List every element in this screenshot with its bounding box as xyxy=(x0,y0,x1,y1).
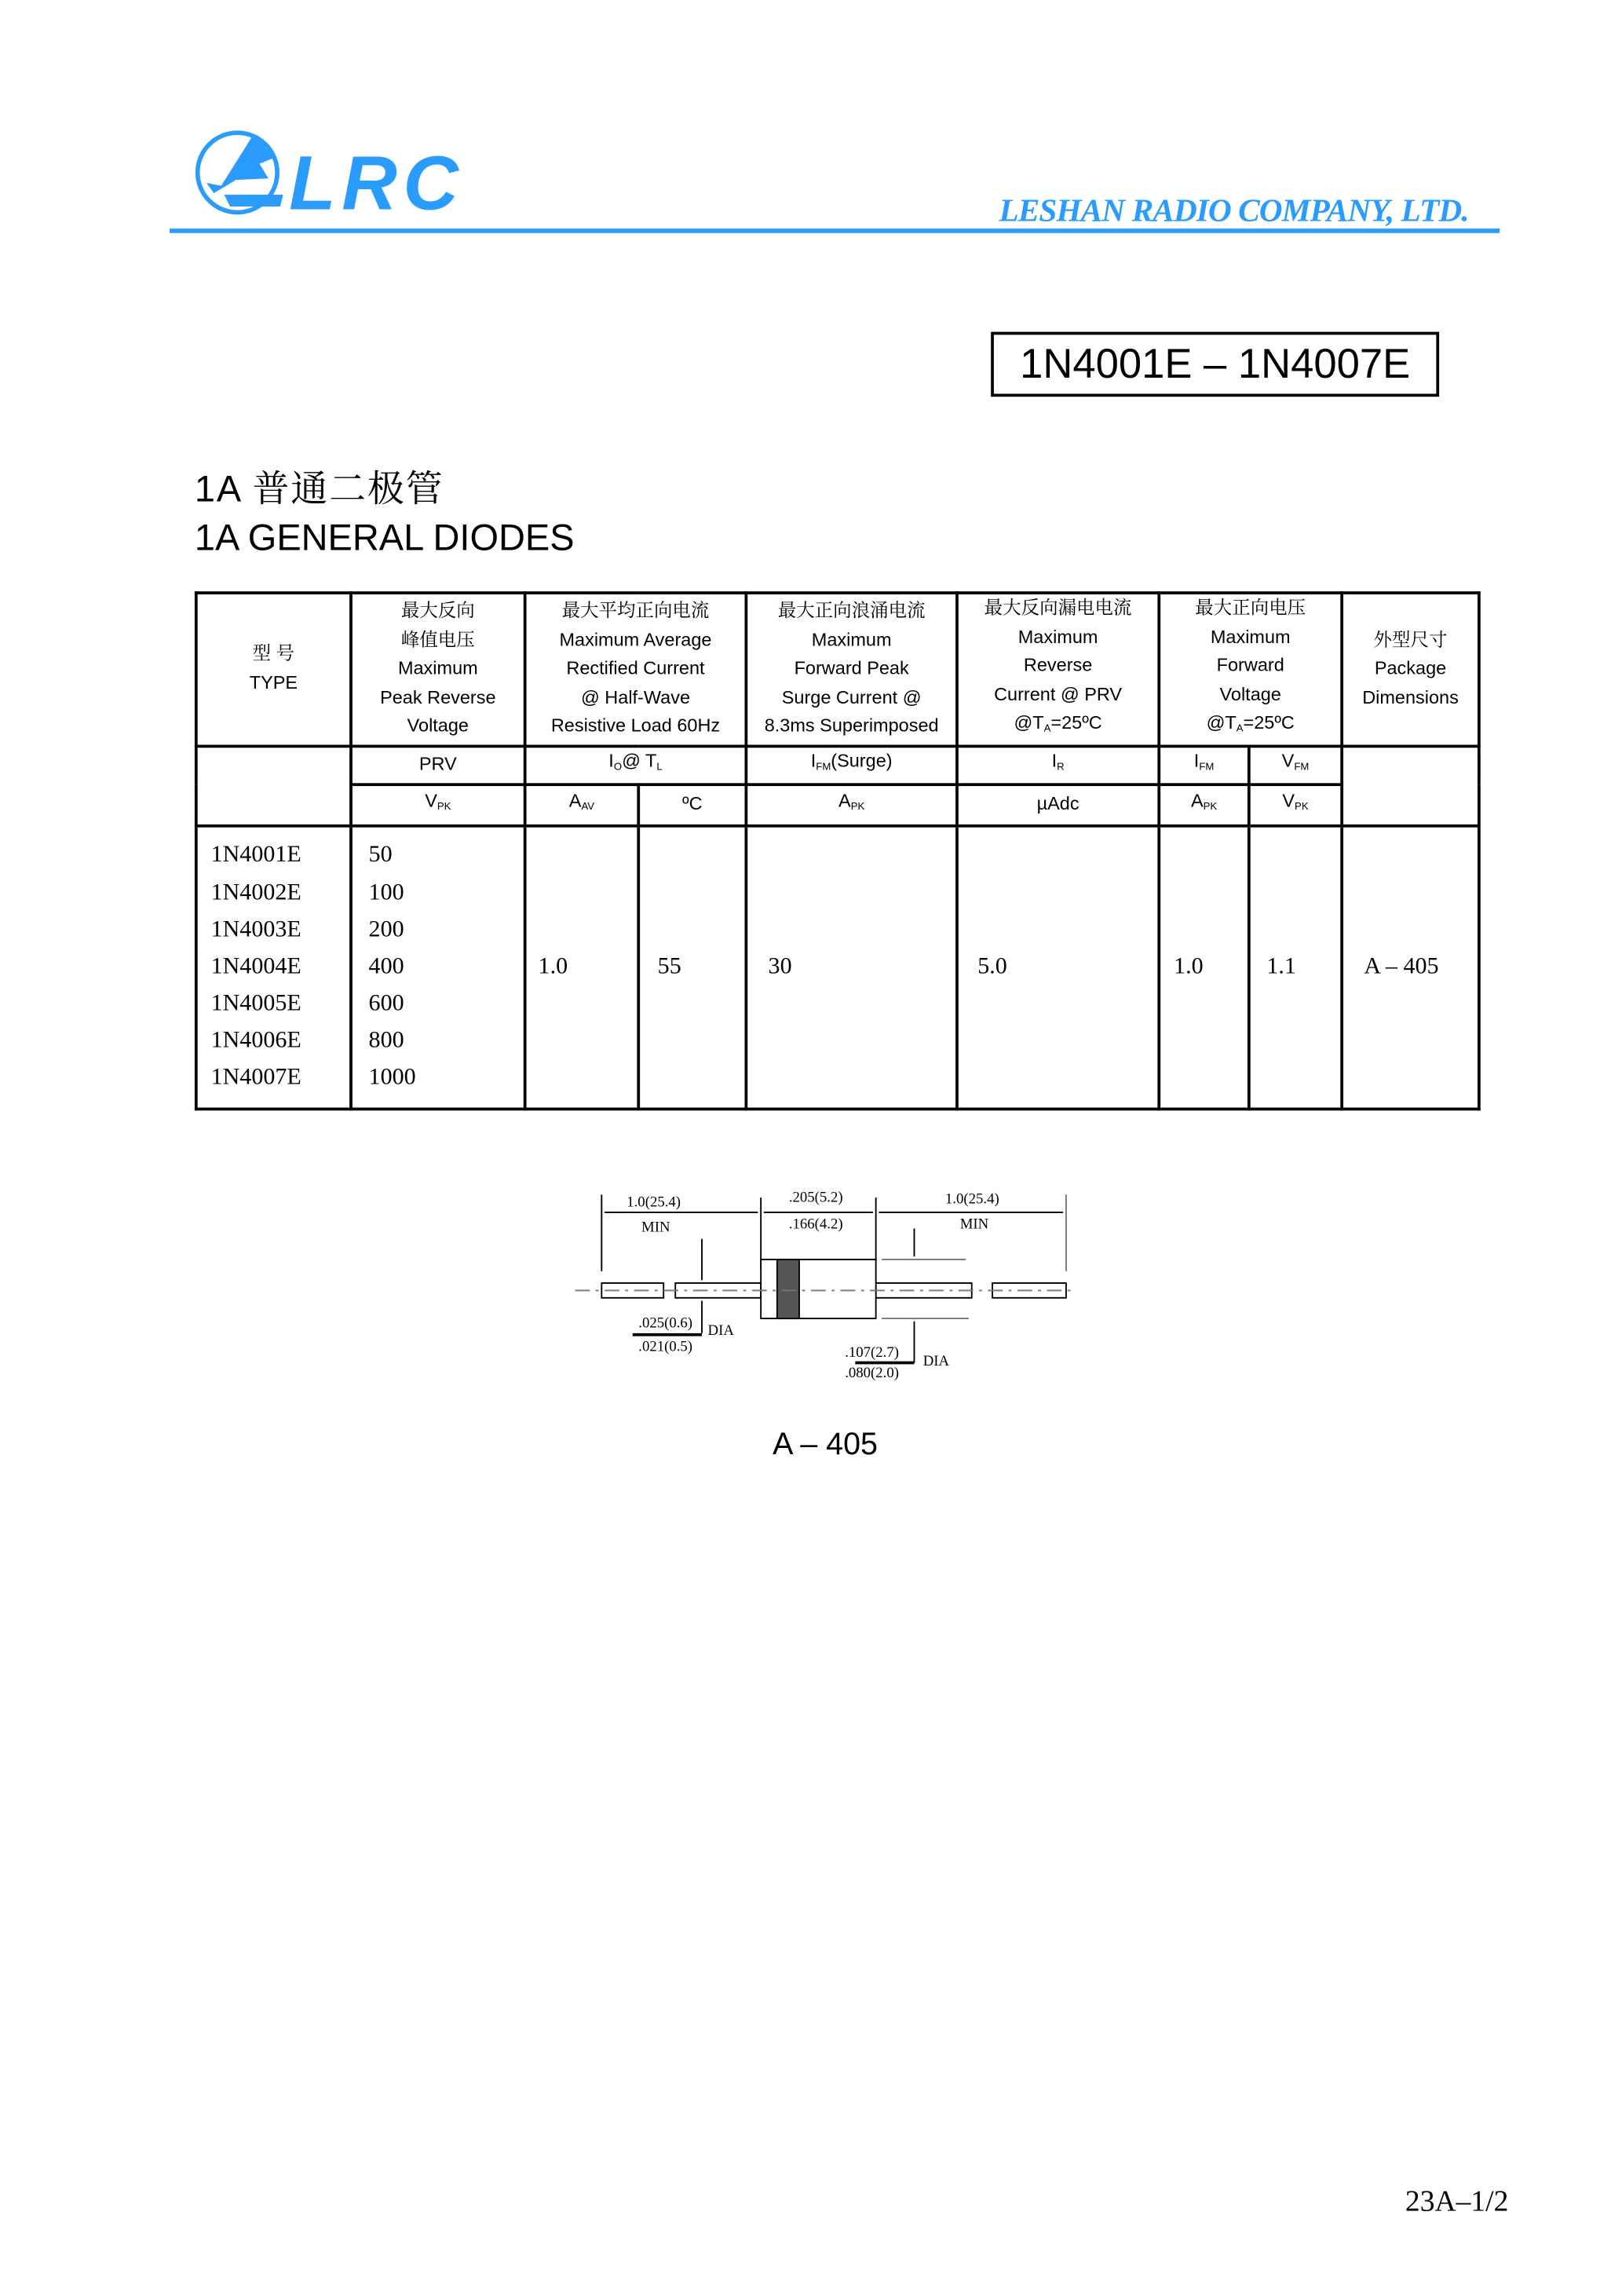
header-type: 型 号 TYPE xyxy=(196,593,351,745)
package-dimension-drawing xyxy=(568,1180,1083,1394)
header-row xyxy=(196,593,1479,745)
header-vfm: 最大正向电压 Maximum Forward Voltage $@T_A=25ºC$ xyxy=(1159,593,1342,745)
table-cell: $V_{FM}$ xyxy=(1249,745,1342,784)
dim-lead-length-right: 1.0(25.4) xyxy=(944,1190,999,1208)
svg-text:.080(2.0): .080(2.0) xyxy=(845,1365,900,1382)
dim-lead-length-left: 1.0(25.4) xyxy=(627,1194,681,1211)
svg-text:.166(4.2): .166(4.2) xyxy=(788,1216,843,1233)
title-chinese: 1A 普通二极管 xyxy=(194,469,444,510)
type-list: 1N4001E 1N4002E 1N4003E 1N4004E 1N4005E 1N4006E 1N4007E xyxy=(196,825,351,1109)
svg-text:.021(0.5): .021(0.5) xyxy=(638,1338,693,1355)
svg-text:.205(5.2): .205(5.2) xyxy=(788,1189,843,1206)
table-cell: $A_{PK}$ xyxy=(1159,784,1249,825)
title-english: 1A GENERAL DIODES xyxy=(194,517,575,559)
table-cell: $I_O@$ $T_L$ xyxy=(525,745,747,784)
tl-value: 55 xyxy=(638,825,746,1109)
ratings-table xyxy=(195,591,1481,1110)
header-package: 外型尺寸 Package Dimensions xyxy=(1342,593,1479,745)
table-cell: PRV xyxy=(351,745,525,784)
table-cell: $A_{AV}$ xyxy=(525,784,639,825)
svg-text:.107(2.7): .107(2.7) xyxy=(845,1344,900,1361)
table-cell: $V_{PK}$ xyxy=(1249,784,1342,825)
header-io: 最大平均正向电流 Maximum Average Rectified Current @ Half-Wave Resistive Load 60Hz xyxy=(525,593,747,745)
header-prv: 最大反向 峰值电压 Maximum Peak Reverse Voltage xyxy=(351,593,525,745)
svg-text:DIA: DIA xyxy=(922,1353,950,1370)
prv-list: 50 100 200 400 600 800 1000 xyxy=(351,825,525,1109)
package-label: A – 405 xyxy=(773,1428,878,1462)
svg-text:LRC: LRC xyxy=(289,140,465,218)
table-cell xyxy=(196,745,351,824)
svg-text:.025(0.6): .025(0.6) xyxy=(638,1314,693,1332)
ir-value: 5.0 xyxy=(957,825,1159,1109)
data-row xyxy=(196,825,1479,1109)
svg-text:MIN: MIN xyxy=(959,1216,989,1233)
header-rule xyxy=(170,229,1500,233)
ifm-value: 1.0 xyxy=(1159,825,1249,1109)
lrc-logo xyxy=(195,127,475,218)
header-ir: 最大反向漏电电流 Maximum Reverse Current @ PRV $@T_A=25ºC$ xyxy=(957,593,1159,745)
page-number: 23A–1/2 xyxy=(1405,2185,1509,2218)
table-cell: $I_R$ xyxy=(957,745,1159,784)
symbol-row xyxy=(196,745,1479,784)
table-cell: $I_{FM}$ xyxy=(1159,745,1249,784)
io-value: 1.0 xyxy=(525,825,639,1109)
company-name: LESHAN RADIO COMPANY, LTD. xyxy=(999,192,1469,229)
ifsm-value: 30 xyxy=(746,825,957,1109)
header-ifsm: 最大正向浪涌电流 Maximum Forward Peak Surge Current @ 8.3ms Superimposed xyxy=(746,593,957,745)
table-cell: $V_{PK}$ xyxy=(351,784,525,825)
svg-text:DIA: DIA xyxy=(707,1322,734,1339)
table-cell xyxy=(1342,745,1479,824)
table-cell: µAdc xyxy=(957,784,1159,825)
package-value: A – 405 xyxy=(1342,825,1479,1109)
table-cell: $I_{FM}(Surge)$ xyxy=(746,745,957,784)
unit-row xyxy=(196,784,1479,825)
part-range-title: 1N4001E – 1N4007E xyxy=(991,332,1439,397)
vfm-value: 1.1 xyxy=(1249,825,1342,1109)
svg-text:MIN: MIN xyxy=(641,1219,670,1236)
table-cell: ºC xyxy=(638,784,746,825)
table-cell: $A_{PK}$ xyxy=(746,784,957,825)
